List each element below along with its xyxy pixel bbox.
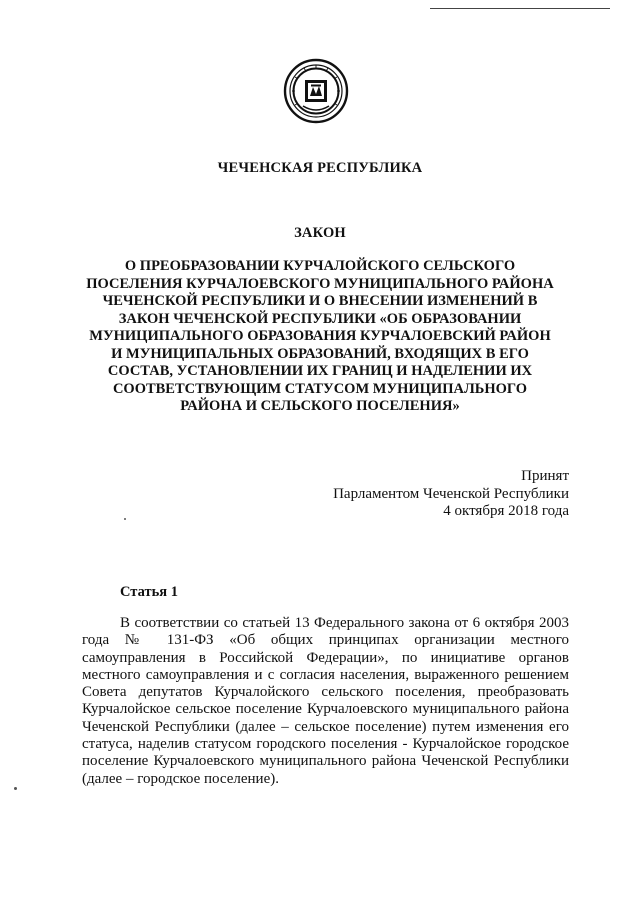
article-text: В соответствии со статьей 13 Федерального закона от 6 октября 2003 года № 131-ФЗ «Об общих принципах организации местного самоуправления в Российской Федерации», по инициативе органов местного самоуправления и с согласия населения, выраженного решением Совета депутатов Курчалойского сельского поселения, преобразовать Курчалойское сельское поселение Курчалоевского муниципального района Чеченской Республики (далее – сельское поселение) путем изменения его статуса, наделив статусом городского поселения - Курчалойское городское поселение Курчалоевского муниципального района Чеченской Республики (далее – городское поселение). xyxy=(82,615,569,787)
scan-edge-line xyxy=(430,8,610,9)
adopted-label: Принят xyxy=(521,468,569,484)
scan-speck xyxy=(14,787,17,790)
adoption-date: 4 октября 2018 года xyxy=(443,503,569,519)
article-title: Статья 1 xyxy=(120,584,178,600)
adopted-by: Парламентом Чеченской Республики xyxy=(333,485,569,502)
law-title: ЗАКОН xyxy=(294,225,346,241)
law-subject: О ПРЕОБРАЗОВАНИИ КУРЧАЛОЙСКОГО СЕЛЬСКОГО ПОСЕЛЕНИЯ КУРЧАЛОЕВСКОГО МУНИЦИПАЛЬНОГО РАЙОНА ЧЕЧЕНСКОЙ РЕСПУБЛИКИ И О ВНЕСЕНИИ ИЗМЕНЕНИЙ В ЗАКОН ЧЕЧЕНСКОЙ РЕСПУБЛИКИ «ОБ ОБРАЗОВАНИИ МУНИЦИПАЛЬНОГО ОБРАЗОВАНИЯ КУРЧАЛОЕВСКИЙ РАЙОН И МУНИЦИПАЛЬНЫХ ОБРАЗОВАНИЙ, ВХОДЯЩИХ В ЕГО СОСТАВ, УСТАНОВЛЕНИИ ИХ ГРАНИЦ И НАДЕЛЕНИИ ИХ СООТВЕТСТВУЮЩИМ СТАТУСОМ МУНИЦИПАЛЬНОГО РАЙОНА И СЕЛЬСКОГО ПОСЕЛЕНИЯ» xyxy=(86,258,554,414)
coat-of-arms-icon xyxy=(283,58,349,124)
adoption-block xyxy=(333,468,569,521)
republic-title: ЧЕЧЕНСКАЯ РЕСПУБЛИКА xyxy=(217,160,423,176)
scan-speck xyxy=(124,518,126,520)
